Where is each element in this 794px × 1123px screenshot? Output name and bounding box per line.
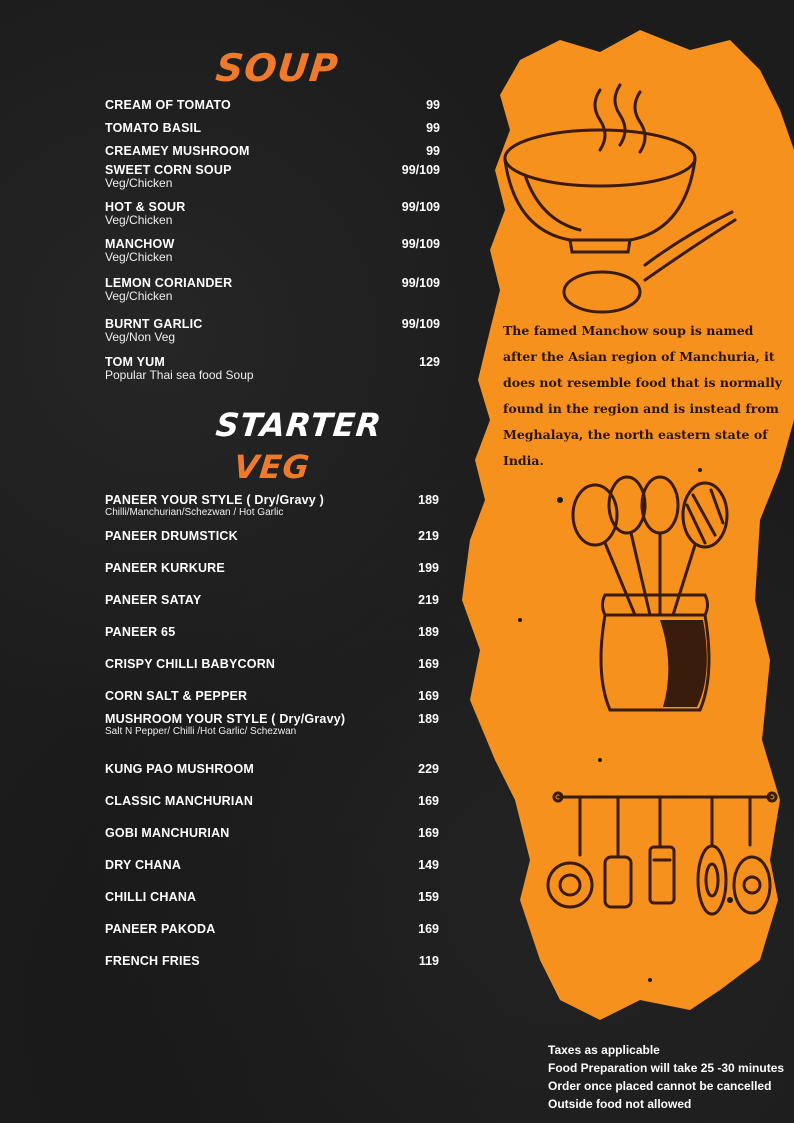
item-description: Veg/Chicken xyxy=(105,176,173,190)
footer-line: Food Preparation will take 25 -30 minutes xyxy=(548,1061,785,1075)
item-name: TOM YUM xyxy=(105,355,165,369)
item-name: HOT & SOUR xyxy=(105,200,186,214)
item-name: FRENCH FRIES xyxy=(105,954,200,968)
menu-item xyxy=(105,762,440,776)
soup-bowl-icon xyxy=(500,80,740,320)
item-price: 189 xyxy=(418,712,439,726)
item-name: GOBI MANCHURIAN xyxy=(105,826,230,840)
item-name: CREAMEY MUSHROOM xyxy=(105,144,250,158)
item-price: 99/109 xyxy=(401,276,440,290)
item-description: Popular Thai sea food Soup xyxy=(105,368,254,382)
menu-item xyxy=(105,121,440,135)
utensil-holder-icon xyxy=(565,475,745,725)
item-description: Salt N Pepper/ Chilli /Hot Garlic/ Schezwan xyxy=(105,726,297,737)
item-price: 129 xyxy=(419,355,440,369)
menu-item xyxy=(105,689,440,703)
item-price: 159 xyxy=(418,890,439,904)
manchow-note: The famed Manchow soup is named after the Asian region of Manchuria, it does not resemble food that is normally found in the region and is instead from Meghalaya, the north eastern state of India. xyxy=(503,323,782,468)
item-description: Veg/Chicken xyxy=(105,289,173,303)
item-name: PANEER 65 xyxy=(105,625,176,639)
menu-item xyxy=(105,317,440,344)
item-name: DRY CHANA xyxy=(105,858,182,872)
item-price: 199 xyxy=(418,561,439,575)
menu-item xyxy=(105,657,440,671)
item-name: CLASSIC MANCHURIAN xyxy=(105,794,254,808)
soup-heading: SOUP xyxy=(213,46,341,90)
menu-item xyxy=(105,712,440,737)
menu-item xyxy=(105,954,440,968)
item-name: PANEER KURKURE xyxy=(105,561,225,575)
menu-item xyxy=(105,237,440,264)
item-name: PANEER YOUR STYLE ( Dry/Gravy ) xyxy=(105,493,324,507)
menu-item xyxy=(105,794,440,808)
item-price: 169 xyxy=(418,826,439,840)
item-price: 99 xyxy=(426,98,440,112)
menu-item xyxy=(105,493,440,518)
menu-item xyxy=(105,200,440,227)
item-price: 99/109 xyxy=(401,200,440,214)
item-price: 229 xyxy=(418,762,439,776)
item-name: CRISPY CHILLI BABYCORN xyxy=(105,657,276,671)
item-description: Chilli/Manchurian/Schezwan / Hot Garlic xyxy=(105,507,284,518)
menu-item xyxy=(105,163,440,190)
item-name: BURNT GARLIC xyxy=(105,317,203,331)
menu-item xyxy=(105,593,440,607)
footer-notes xyxy=(548,1041,784,1113)
item-name: MUSHROOM YOUR STYLE ( Dry/Gravy) xyxy=(105,712,346,726)
item-price: 99 xyxy=(426,121,440,135)
item-price: 169 xyxy=(418,689,439,703)
item-name: CREAM OF TOMATO xyxy=(105,98,231,112)
item-price: 219 xyxy=(418,529,439,543)
item-price: 169 xyxy=(418,794,439,808)
footer-line: Taxes as applicable xyxy=(548,1043,660,1057)
item-price: 219 xyxy=(418,593,439,607)
item-price: 99/109 xyxy=(401,163,440,177)
item-name: PANEER DRUMSTICK xyxy=(105,529,238,543)
item-name: LEMON CORIANDER xyxy=(105,276,233,290)
item-name: PANEER SATAY xyxy=(105,593,202,607)
menu-item xyxy=(105,144,440,158)
item-name: MANCHOW xyxy=(105,237,175,251)
menu-item xyxy=(105,826,440,840)
item-name: SWEET CORN SOUP xyxy=(105,163,232,177)
menu-item xyxy=(105,355,440,382)
menu-item xyxy=(105,98,440,112)
item-price: 99/109 xyxy=(401,317,440,331)
item-price: 189 xyxy=(418,625,439,639)
item-name: PANEER PAKODA xyxy=(105,922,216,936)
footer-line: Outside food not allowed xyxy=(548,1097,692,1111)
footer-line: Order once placed cannot be cancelled xyxy=(548,1079,772,1093)
item-name: KUNG PAO MUSHROOM xyxy=(105,762,254,776)
item-name: CHILLI CHANA xyxy=(105,890,197,904)
item-price: 169 xyxy=(418,922,439,936)
menu-item xyxy=(105,858,440,872)
menu-item xyxy=(105,922,440,936)
item-description: Veg/Non Veg xyxy=(105,330,176,344)
item-price: 99 xyxy=(426,144,440,158)
item-description: Veg/Chicken xyxy=(105,250,173,264)
hanging-pans-icon xyxy=(540,785,780,925)
menu-item xyxy=(105,561,440,575)
item-price: 169 xyxy=(418,657,439,671)
item-price: 99/109 xyxy=(401,237,440,251)
item-name: TOMATO BASIL xyxy=(105,121,202,135)
item-name: CORN SALT & PEPPER xyxy=(105,689,248,703)
starter-heading: STARTER xyxy=(214,406,384,444)
item-price: 189 xyxy=(418,493,439,507)
menu-item xyxy=(105,625,440,639)
menu-item xyxy=(105,529,440,543)
menu-item xyxy=(105,890,440,904)
menu-item xyxy=(105,276,440,303)
item-description: Veg/Chicken xyxy=(105,213,173,227)
item-price: 119 xyxy=(418,954,439,968)
veg-subheading: VEG xyxy=(232,448,312,486)
item-price: 149 xyxy=(418,858,439,872)
